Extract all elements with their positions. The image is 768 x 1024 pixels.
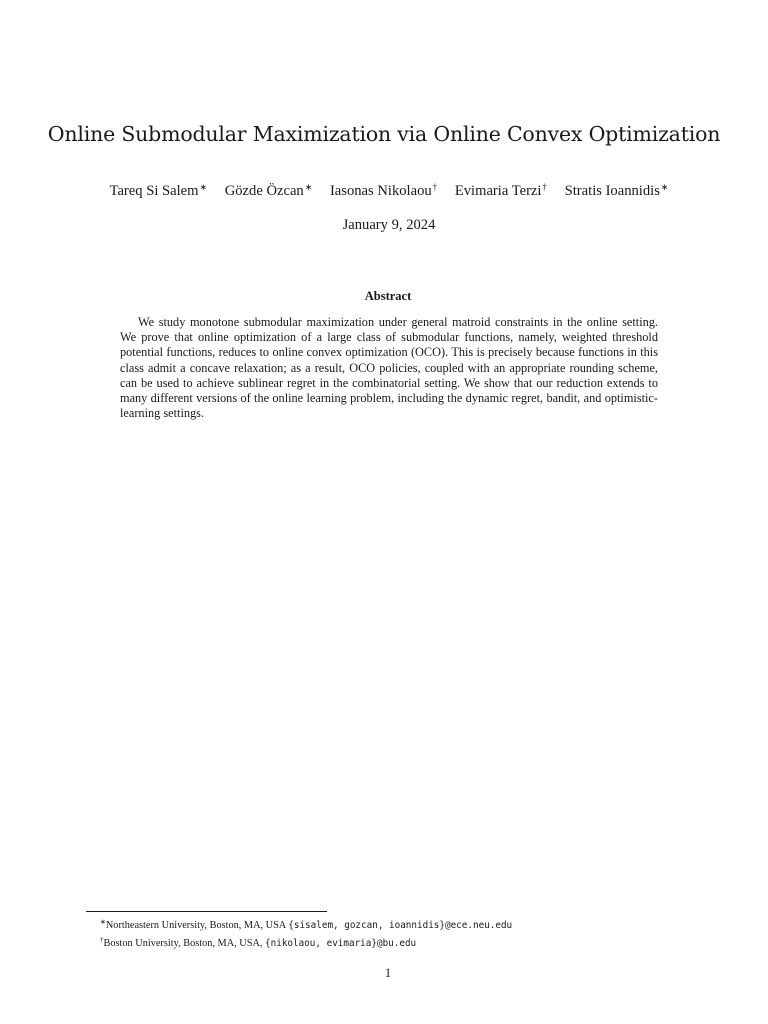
footnote-mark: ∗ <box>100 918 106 926</box>
author-name: Gözde Özcan∗ <box>224 182 313 199</box>
abstract-body: We study monotone submodular maximization under general matroid constraints in the online setting. We prove that online optimization of a large class of submodular functions, namely, weighted threshold potential functions, reduces to online convex optimization (OCO). This is precisely because functions in this class admit a concave relaxation; as a result, OCO policies, coupled with an appropriate rounding scheme, can be used to achieve sublinear regret in the combinatorial setting. We show that our reduction extends to many different versions of the online learning problem, including the dynamic regret, bandit, and optimistic-learning settings. <box>120 315 658 421</box>
affiliation-mark: † <box>542 182 547 192</box>
footnote-affiliation-northeastern: ∗Northeastern University, Boston, MA, USA {sisalem, gozcan, ioannidis}@ece.neu.edu <box>100 918 513 931</box>
publication-date: January 9, 2024 <box>342 217 436 233</box>
email-address[interactable]: {nikolaou, evimaria}@bu.edu <box>265 938 417 949</box>
affiliation-mark: ∗ <box>660 182 669 192</box>
email-address[interactable]: {sisalem, gozcan, ioannidis}@ece.neu.edu <box>288 920 513 931</box>
footnote-divider <box>86 911 327 912</box>
affiliation-mark: † <box>432 182 438 192</box>
paper-title: Online Submodular Maximization via Online Convex Optimization <box>47 122 721 146</box>
author-name: Evimaria Terzi† <box>454 182 547 199</box>
footnote-mark: † <box>100 936 104 944</box>
author-list <box>0 182 768 200</box>
abstract-heading: Abstract <box>364 289 412 303</box>
affiliation-mark: ∗ <box>304 182 313 192</box>
footnote-affiliation-boston: †Boston University, Boston, MA, USA, {nikolaou, evimaria}@bu.edu <box>100 936 417 949</box>
author-name: Stratis Ioannidis∗ <box>564 182 669 199</box>
author-name: Iasonas Nikolaou† <box>329 182 438 199</box>
footnotes <box>100 915 700 951</box>
page-number: 1 <box>384 966 392 980</box>
affiliation-mark: ∗ <box>199 182 208 192</box>
author-name: Tareq Si Salem∗ <box>109 182 208 199</box>
